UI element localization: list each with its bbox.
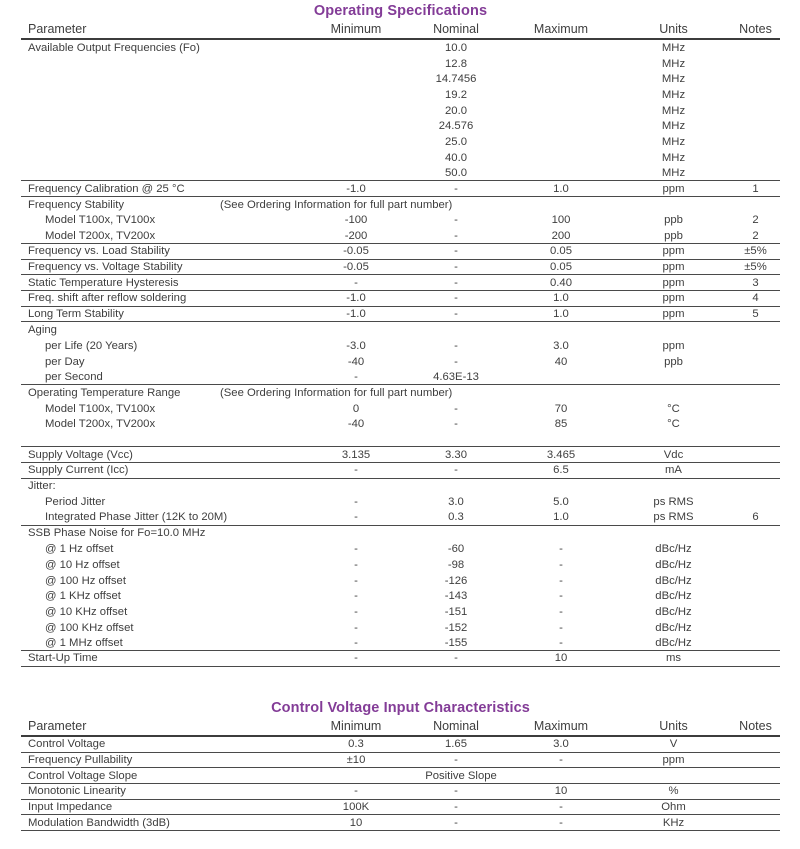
cell-min: - — [354, 785, 358, 798]
column-header-minimum: Minimum — [330, 22, 382, 36]
cell-nom: - — [454, 308, 458, 321]
cell-units: dBc/Hz — [655, 543, 692, 556]
cell-max: 70 — [554, 402, 568, 415]
table-row — [21, 479, 780, 495]
cell-units: ppb — [664, 355, 683, 368]
cell-parameter: Frequency vs. Voltage Stability — [28, 260, 183, 273]
cell-parameter: Control Voltage Slope — [28, 769, 138, 782]
column-header-nominal: Nominal — [433, 718, 479, 733]
cell-parameter: Frequency Stability — [28, 198, 125, 211]
cell-notes: 6 — [752, 511, 759, 524]
table-row — [21, 620, 780, 636]
table-body — [21, 737, 780, 831]
cell-min: 0 — [352, 402, 360, 415]
cell-notes: 5 — [752, 308, 759, 321]
cell-max: 0.05 — [550, 245, 572, 258]
cell-units: MHz — [661, 166, 686, 179]
cell-notes: ±5% — [744, 260, 767, 273]
cell-max: - — [559, 558, 563, 571]
cell-parameter: Start-Up Time — [28, 652, 98, 665]
column-header-nominal: Nominal — [433, 22, 479, 36]
cell-nom: - — [454, 182, 458, 195]
cell-units: ppm — [662, 292, 685, 305]
spanning-value-note: Positive Slope — [425, 769, 497, 782]
cell-max: - — [559, 621, 563, 634]
table-row — [21, 197, 780, 213]
column-header-notes: Notes — [739, 22, 772, 36]
cell-nom: - — [454, 276, 458, 289]
cell-nom: 40.0 — [445, 151, 467, 164]
cell-units: ppm — [662, 260, 685, 273]
cell-units: ppm — [662, 276, 685, 289]
table-row — [21, 447, 780, 463]
cell-parameter: per Life (20 Years) — [45, 339, 138, 352]
cell-parameter: Static Temperature Hysteresis — [28, 276, 179, 289]
table-row — [21, 354, 780, 370]
cell-max: - — [559, 636, 563, 649]
table-row — [21, 401, 780, 417]
cell-notes: 2 — [752, 229, 759, 242]
cell-min: -1.0 — [346, 182, 366, 195]
see-ordering-information-note: (See Ordering Information for full part number) — [220, 386, 453, 399]
cell-min: 3.135 — [341, 448, 371, 461]
cell-parameter: @ 1 MHz offset — [45, 636, 123, 649]
column-header-parameter: Parameter — [28, 718, 87, 733]
cell-nom: -155 — [444, 636, 468, 649]
cell-nom: 12.8 — [445, 57, 467, 70]
cell-max: - — [559, 543, 563, 556]
cell-parameter: Long Term Stability — [28, 308, 124, 321]
table-row — [21, 322, 780, 338]
cell-nom: - — [454, 800, 458, 813]
cell-units: ppb — [664, 229, 683, 242]
cell-nom: 14.7456 — [435, 73, 477, 86]
cell-min: -1.0 — [346, 292, 366, 305]
cell-nom: -152 — [444, 621, 468, 634]
cell-parameter: Frequency Calibration @ 25 °C — [28, 182, 185, 195]
cell-min: - — [354, 276, 358, 289]
cell-max: - — [559, 800, 563, 813]
cell-nom: 24.576 — [438, 120, 474, 133]
cell-max: 5.0 — [553, 496, 569, 509]
cell-nom: - — [454, 339, 458, 352]
cell-parameter: Model T200x, TV200x — [45, 418, 156, 431]
cell-parameter: Operating Temperature Range — [28, 386, 181, 399]
table-row — [21, 635, 780, 651]
cell-max: 100 — [551, 214, 571, 227]
cell-nom: -143 — [444, 590, 468, 603]
cell-units: MHz — [661, 73, 686, 86]
cell-units: ps RMS — [653, 496, 694, 509]
cell-units: dBc/Hz — [655, 590, 692, 603]
column-header-parameter: Parameter — [28, 22, 87, 36]
cell-max: - — [559, 590, 563, 603]
cell-max: - — [559, 753, 563, 766]
cell-min: - — [354, 636, 358, 649]
cell-parameter: Period Jitter — [45, 496, 106, 509]
cell-nom: - — [454, 260, 458, 273]
table-row — [21, 557, 780, 573]
cell-min: - — [354, 574, 358, 587]
control-voltage-title: Control Voltage Input Characteristics — [271, 699, 530, 716]
cell-notes: 4 — [752, 292, 759, 305]
cell-min: -100 — [344, 214, 368, 227]
table-row — [21, 417, 780, 433]
cell-max: 0.05 — [550, 260, 572, 273]
cell-units: dBc/Hz — [655, 574, 692, 587]
cell-units: ppm — [662, 245, 685, 258]
cell-min: ±10 — [346, 753, 366, 766]
cell-min: -200 — [344, 229, 368, 242]
cell-units: dBc/Hz — [655, 636, 692, 649]
cell-min: - — [354, 543, 358, 556]
cell-max: 6.5 — [553, 464, 569, 477]
cell-nom: 19.2 — [445, 88, 467, 101]
cell-units: MHz — [661, 41, 686, 54]
table-header-row — [21, 22, 780, 40]
cell-units: MHz — [661, 135, 686, 148]
table-row — [21, 275, 780, 291]
table-body — [21, 40, 780, 667]
cell-notes: 2 — [752, 214, 759, 227]
table-row — [21, 526, 780, 542]
cell-parameter: Freq. shift after reflow soldering — [28, 292, 187, 305]
cell-units: ppm — [662, 753, 685, 766]
cell-min: - — [354, 464, 358, 477]
cell-units: ppb — [664, 214, 683, 227]
cell-units: ppm — [662, 339, 685, 352]
cell-nom: - — [454, 816, 458, 829]
cell-nom: -60 — [447, 543, 465, 556]
cell-notes: 3 — [752, 276, 759, 289]
cell-parameter: Model T100x, TV100x — [45, 402, 156, 415]
cell-parameter: @ 100 KHz offset — [45, 621, 134, 634]
cell-max: 200 — [551, 229, 571, 242]
cell-parameter: @ 10 KHz offset — [45, 605, 128, 618]
table-row — [21, 753, 780, 769]
cell-parameter: Input Impedance — [28, 800, 113, 813]
table-row — [21, 573, 780, 589]
cell-units: MHz — [661, 104, 686, 117]
cell-nom: - — [454, 245, 458, 258]
table-row — [21, 150, 780, 166]
table-row — [21, 228, 780, 244]
table-row — [21, 651, 780, 667]
column-header-minimum: Minimum — [330, 718, 382, 733]
cell-parameter: @ 1 Hz offset — [45, 543, 114, 556]
cell-parameter: Frequency vs. Load Stability — [28, 245, 170, 258]
table-row — [21, 338, 780, 354]
cell-nom: 10.0 — [445, 41, 467, 54]
table-row — [21, 815, 780, 831]
cell-units: KHz — [662, 816, 685, 829]
table-row — [21, 71, 780, 87]
table-row — [21, 768, 780, 784]
table-row — [21, 307, 780, 323]
cell-parameter: @ 1 KHz offset — [45, 590, 121, 603]
table-row — [21, 800, 780, 816]
column-header-units: Units — [659, 718, 688, 733]
cell-max: 3.0 — [553, 339, 569, 352]
cell-parameter: Available Output Frequencies (Fo) — [28, 41, 200, 54]
cell-max: 40 — [554, 355, 568, 368]
column-header-notes: Notes — [739, 718, 772, 733]
cell-parameter: Control Voltage — [28, 738, 106, 751]
table-row — [21, 541, 780, 557]
cell-nom: 0.3 — [448, 511, 464, 524]
table-row — [21, 510, 780, 526]
table-row — [21, 87, 780, 103]
cell-nom: - — [454, 753, 458, 766]
cell-nom: 1.65 — [445, 738, 467, 751]
cell-min: -1.0 — [346, 308, 366, 321]
cell-max: 1.0 — [553, 511, 569, 524]
column-header-units: Units — [659, 22, 688, 36]
cell-max: 85 — [554, 418, 568, 431]
cell-parameter: Model T200x, TV200x — [45, 229, 156, 242]
cell-min: -3.0 — [346, 339, 366, 352]
table-header-row — [21, 719, 780, 737]
cell-units: ppm — [662, 308, 685, 321]
cell-units: °C — [667, 418, 680, 431]
table-row — [21, 588, 780, 604]
control-voltage-input-characteristics-table — [21, 697, 780, 831]
cell-nom: 20.0 — [445, 104, 467, 117]
cell-min: -40 — [347, 355, 365, 368]
cell-parameter: @ 10 Hz offset — [45, 558, 120, 571]
cell-min: - — [354, 652, 358, 665]
cell-units: Vdc — [663, 448, 684, 461]
cell-min: 100K — [342, 800, 370, 813]
cell-notes: ±5% — [744, 245, 767, 258]
cell-units: % — [668, 785, 679, 798]
cell-units: dBc/Hz — [655, 558, 692, 571]
cell-max: - — [559, 816, 563, 829]
cell-parameter: Modulation Bandwidth (3dB) — [28, 816, 170, 829]
table-row — [21, 369, 780, 385]
table-row — [21, 385, 780, 401]
cell-nom: 50.0 — [445, 166, 467, 179]
cell-min: -0.05 — [343, 260, 369, 273]
table-row — [21, 166, 780, 182]
cell-max: 0.40 — [550, 276, 572, 289]
cell-min: -40 — [347, 418, 365, 431]
cell-units: ms — [665, 652, 682, 665]
cell-units: MHz — [661, 151, 686, 164]
cell-min: - — [354, 605, 358, 618]
cell-nom: -126 — [444, 574, 468, 587]
cell-parameter: Supply Current (Icc) — [28, 464, 129, 477]
cell-parameter: Model T100x, TV100x — [45, 214, 156, 227]
cell-max: 1.0 — [553, 182, 569, 195]
table-row — [21, 260, 780, 276]
cell-nom: - — [454, 464, 458, 477]
cell-min: - — [354, 590, 358, 603]
table-row — [21, 604, 780, 620]
operating-specifications-table — [21, 0, 780, 667]
column-header-maximum: Maximum — [533, 22, 589, 36]
cell-nom: -98 — [447, 558, 465, 571]
cell-units: MHz — [661, 120, 686, 133]
column-header-maximum: Maximum — [533, 718, 589, 733]
cell-max: 1.0 — [553, 308, 569, 321]
cell-nom: 25.0 — [445, 135, 467, 148]
cell-nom: 4.63E-13 — [433, 370, 479, 383]
cell-units: MHz — [661, 88, 686, 101]
cell-units: V — [669, 738, 678, 751]
cell-min: - — [354, 511, 358, 524]
cell-units: dBc/Hz — [655, 621, 692, 634]
cell-min: -0.05 — [343, 245, 369, 258]
cell-max: 1.0 — [553, 292, 569, 305]
cell-parameter: Jitter: — [28, 480, 56, 493]
cell-parameter: Frequency Pullability — [28, 753, 133, 766]
cell-parameter: per Second — [45, 370, 103, 383]
cell-nom: - — [454, 229, 458, 242]
cell-max: - — [559, 605, 563, 618]
cell-max: 10 — [554, 652, 568, 665]
table-row — [21, 291, 780, 307]
cell-nom: - — [454, 652, 458, 665]
cell-parameter: @ 100 Hz offset — [45, 574, 126, 587]
spacer-row — [21, 432, 780, 447]
see-ordering-information-note: (See Ordering Information for full part number) — [220, 198, 453, 211]
cell-units: dBc/Hz — [655, 605, 692, 618]
cell-max: - — [559, 574, 563, 587]
cell-max: 3.0 — [553, 738, 569, 751]
table-row — [21, 40, 780, 56]
table-row — [21, 494, 780, 510]
cell-min: - — [354, 558, 358, 571]
cell-min: - — [354, 496, 358, 509]
table-row — [21, 784, 780, 800]
cell-parameter: Integrated Phase Jitter (12K to 20M) — [45, 511, 228, 524]
cell-nom: - — [454, 214, 458, 227]
cell-nom: 3.0 — [448, 496, 464, 509]
cell-nom: - — [454, 785, 458, 798]
table-row — [21, 134, 780, 150]
cell-units: ppm — [662, 182, 685, 195]
cell-max: 10 — [554, 785, 568, 798]
cell-units: °C — [667, 402, 680, 415]
table-row — [21, 244, 780, 260]
table-row — [21, 118, 780, 134]
cell-nom: 3.30 — [445, 448, 467, 461]
cell-min: 0.3 — [348, 738, 364, 751]
cell-min: - — [354, 370, 358, 383]
cell-nom: - — [454, 292, 458, 305]
table-row — [21, 56, 780, 72]
cell-notes: 1 — [752, 182, 759, 195]
table-row — [21, 181, 780, 197]
cell-min: 10 — [349, 816, 363, 829]
cell-units: ps RMS — [653, 511, 694, 524]
table-row — [21, 737, 780, 753]
table-row — [21, 103, 780, 119]
cell-parameter: Supply Voltage (Vcc) — [28, 448, 133, 461]
cell-units: MHz — [661, 57, 686, 70]
cell-units: mA — [665, 464, 682, 477]
cell-parameter: Aging — [28, 324, 57, 337]
cell-max: 3.465 — [546, 448, 576, 461]
cell-nom: - — [454, 402, 458, 415]
table-row — [21, 213, 780, 229]
operating-specifications-title: Operating Specifications — [313, 3, 488, 19]
cell-nom: - — [454, 355, 458, 368]
cell-parameter: SSB Phase Noise for Fo=10.0 MHz — [28, 527, 206, 540]
cell-nom: - — [454, 418, 458, 431]
cell-min: - — [354, 621, 358, 634]
cell-parameter: per Day — [45, 355, 85, 368]
cell-nom: -151 — [444, 605, 468, 618]
cell-units: Ohm — [661, 800, 686, 813]
cell-parameter: Monotonic Linearity — [28, 785, 126, 798]
table-row — [21, 463, 780, 479]
